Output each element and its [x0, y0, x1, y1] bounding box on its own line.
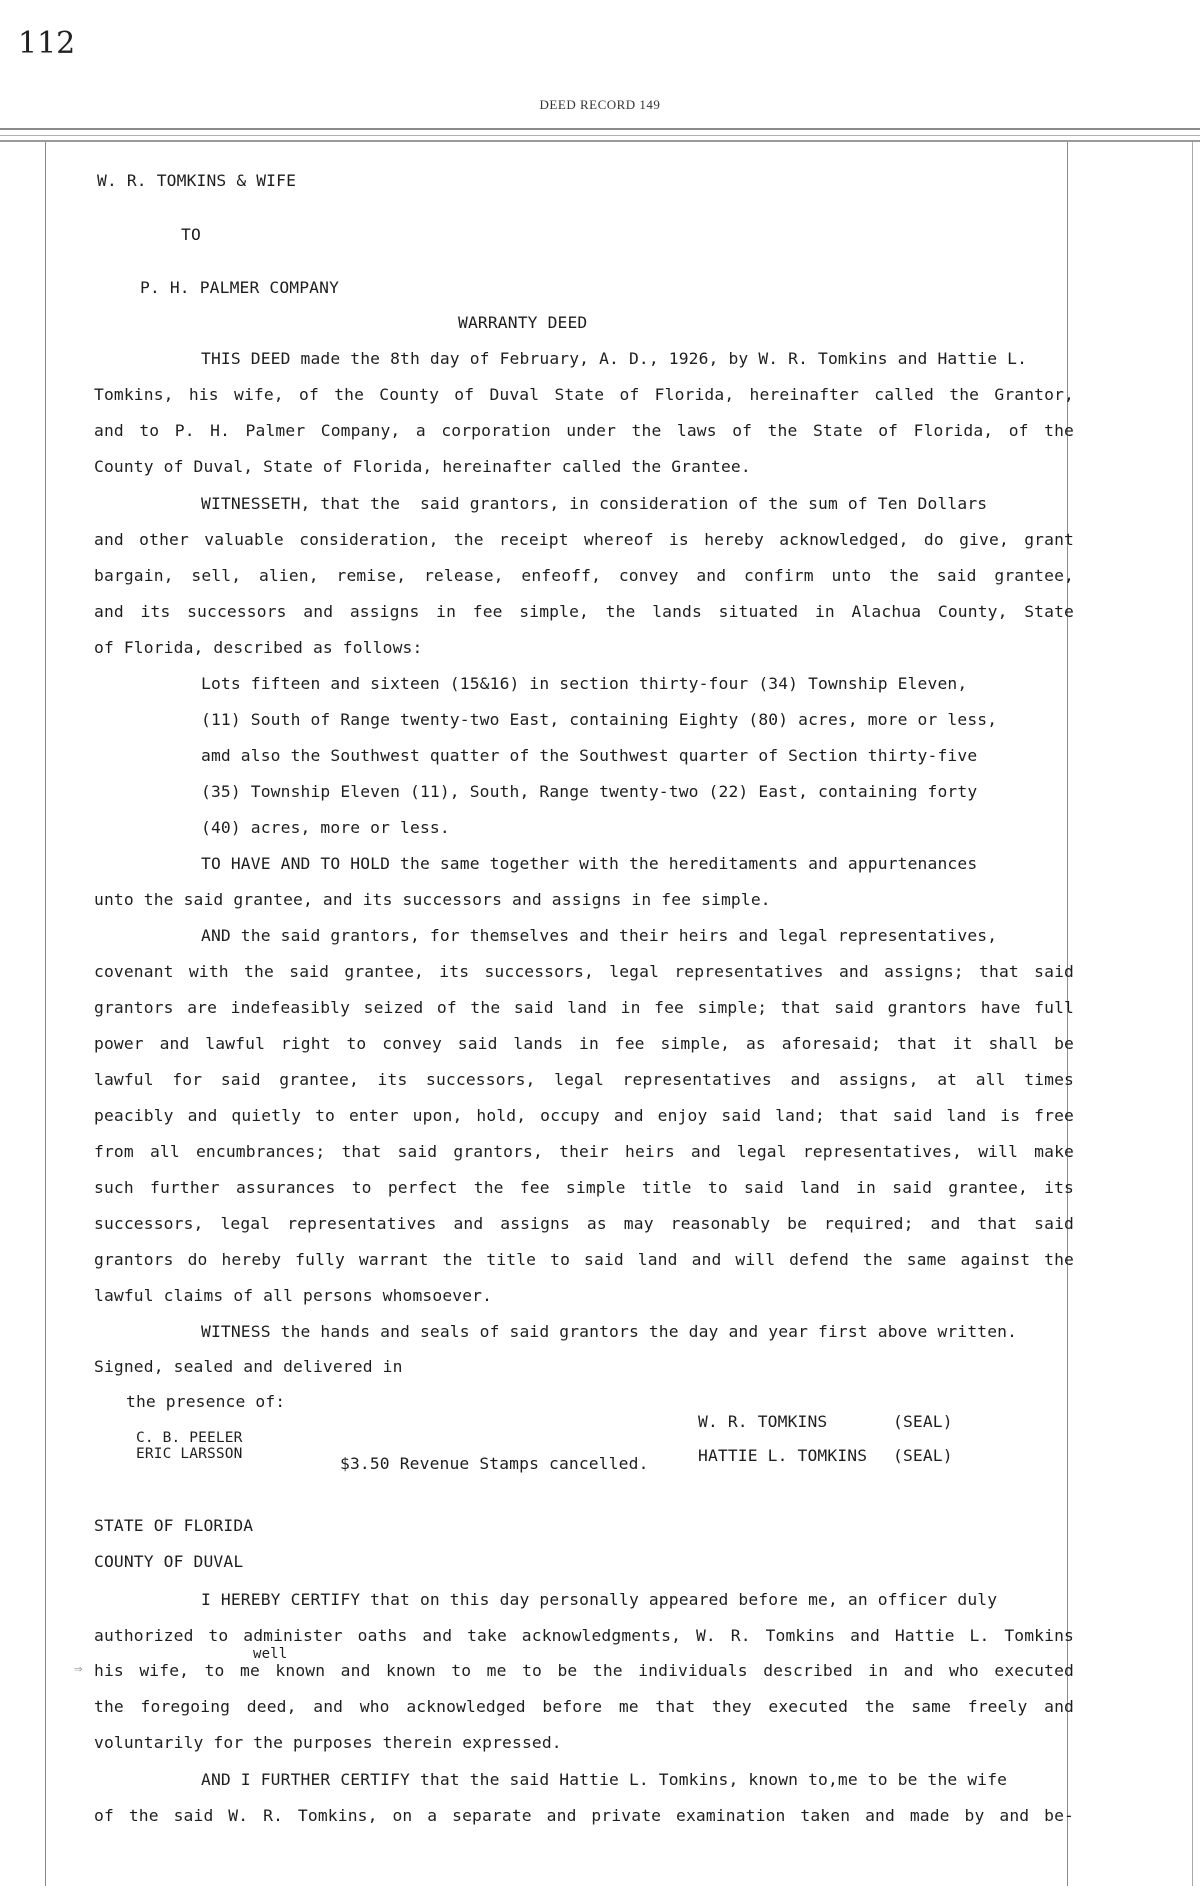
- body-line-28: WITNESS the hands and seals of said grantors the day and year first above written.: [201, 1322, 1018, 1341]
- body-line-18: covenant with the said grantee, its successors, legal representatives and assigns; that said: [94, 962, 1074, 981]
- body-line-5: WITNESSETH, that the said grantors, in consideration of the sum of Ten Dollars: [201, 494, 988, 513]
- ack-line-2: authorized to administer oaths and take acknowledgments, W. R. Tomkins and Hattie L. Tomkins: [94, 1626, 1074, 1645]
- body-line-27: lawful claims of all persons whomsoever.: [94, 1286, 493, 1305]
- ack-line-4: the foregoing deed, and who acknowledged before me that they executed the same freely and: [94, 1697, 1074, 1716]
- body-line-22: peacibly and quietly to enter upon, hold, occupy and enjoy said land; that said land is free: [94, 1106, 1074, 1125]
- body-line-4: County of Duval, State of Florida, hereinafter called the Grantee.: [94, 457, 751, 476]
- body-line-17: AND the said grantors, for themselves and their heirs and legal representatives,: [201, 926, 998, 945]
- header-rule-top: [0, 128, 1200, 130]
- body-line-19: grantors are indefeasibly seized of the said land in fee simple; that said grantors have full: [94, 998, 1074, 1017]
- land-description-1: Lots fifteen and sixteen (15&16) in section thirty-four (34) Township Eleven,: [201, 674, 968, 693]
- revenue-stamps-note: $3.50 Revenue Stamps cancelled.: [340, 1454, 649, 1473]
- body-line-30: the presence of:: [126, 1392, 286, 1411]
- witness-2: ERIC LARSSON: [136, 1446, 243, 1462]
- page-edge-line: [1192, 142, 1193, 1886]
- record-title: DEED RECORD 149: [539, 97, 661, 112]
- land-description-2: (11) South of Range twenty-two East, containing Eighty (80) acres, more or less,: [201, 710, 998, 729]
- land-description-3: amd also the Southwest quatter of the Southwest quarter of Section thirty-five: [201, 746, 978, 765]
- interlinear-note: well: [253, 1646, 288, 1662]
- header-rule-middle: [0, 135, 1200, 136]
- left-margin-line: [45, 142, 46, 1886]
- state-heading: STATE OF FLORIDA: [94, 1516, 254, 1535]
- body-line-15: TO HAVE AND TO HOLD the same together with the hereditaments and appurtenances: [201, 854, 978, 873]
- body-line-26: grantors do hereby fully warrant the title to said land and will defend the same against the: [94, 1250, 1074, 1269]
- land-description-5: (40) acres, more or less.: [201, 818, 450, 837]
- witness-1: C. B. PEELER: [136, 1430, 243, 1446]
- seal-1: (SEAL): [893, 1412, 953, 1431]
- county-heading: COUNTY OF DUVAL: [94, 1552, 244, 1571]
- body-line-1: THIS DEED made the 8th day of February, A. D., 1926, by W. R. Tomkins and Hattie L.: [201, 349, 1028, 368]
- body-line-24: such further assurances to perfect the fee simple title to said land in said grantee, its: [94, 1178, 1074, 1197]
- body-line-9: of Florida, described as follows:: [94, 638, 423, 657]
- ack-line-5: voluntarily for the purposes therein expressed.: [94, 1733, 562, 1752]
- body-line-6: and other valuable consideration, the receipt whereof is hereby acknowledged, do give, grant: [94, 530, 1074, 549]
- body-line-29: Signed, sealed and delivered in: [94, 1357, 403, 1376]
- grantor-heading: W. R. TOMKINS & WIFE: [97, 171, 297, 190]
- body-line-2: Tomkins, his wife, of the County of Duval State of Florida, hereinafter called the Grantor,: [94, 385, 1074, 404]
- deed-type-heading: WARRANTY DEED: [458, 313, 588, 332]
- seal-2: (SEAL): [893, 1446, 953, 1465]
- body-line-8: and its successors and assigns in fee simple, the lands situated in Alachua County, State: [94, 602, 1074, 621]
- body-line-21: lawful for said grantee, its successors, legal representatives and assigns, at all times: [94, 1070, 1074, 1089]
- body-line-7: bargain, sell, alien, remise, release, enfeoff, convey and confirm unto the said grantee,: [94, 566, 1074, 585]
- header-rule-bottom: [0, 140, 1200, 142]
- page-number: 112: [18, 26, 76, 61]
- grantee-heading: P. H. PALMER COMPANY: [140, 278, 340, 297]
- margin-arrow-mark: ⇒: [74, 1661, 83, 1677]
- grantor-signature-2: HATTIE L. TOMKINS: [698, 1446, 868, 1465]
- body-line-25: successors, legal representatives and assigns as may reasonably be required; and that said: [94, 1214, 1074, 1233]
- land-description-4: (35) Township Eleven (11), South, Range twenty-two (22) East, containing forty: [201, 782, 978, 801]
- body-line-20: power and lawful right to convey said lands in fee simple, as aforesaid; that it shall be: [94, 1034, 1074, 1053]
- body-line-23: from all encumbrances; that said grantors, their heirs and legal representatives, will make: [94, 1142, 1074, 1161]
- to-heading: TO: [181, 225, 201, 244]
- ack-line-6: AND I FURTHER CERTIFY that the said Hattie L. Tomkins, known to,me to be the wife: [201, 1770, 1008, 1789]
- ack-line-7: of the said W. R. Tomkins, on a separate and private examination taken and made by and be-: [94, 1806, 1074, 1825]
- body-line-16: unto the said grantee, and its successors and assigns in fee simple.: [94, 890, 771, 909]
- grantor-signature-1: W. R. TOMKINS: [698, 1412, 828, 1431]
- ack-line-3: his wife, to me known and known to me to be the individuals described in and who executed: [94, 1661, 1074, 1680]
- body-line-3: and to P. H. Palmer Company, a corporation under the laws of the State of Florida, of the: [94, 421, 1074, 440]
- ack-line-1: I HEREBY CERTIFY that on this day personally appeared before me, an officer duly: [201, 1590, 998, 1609]
